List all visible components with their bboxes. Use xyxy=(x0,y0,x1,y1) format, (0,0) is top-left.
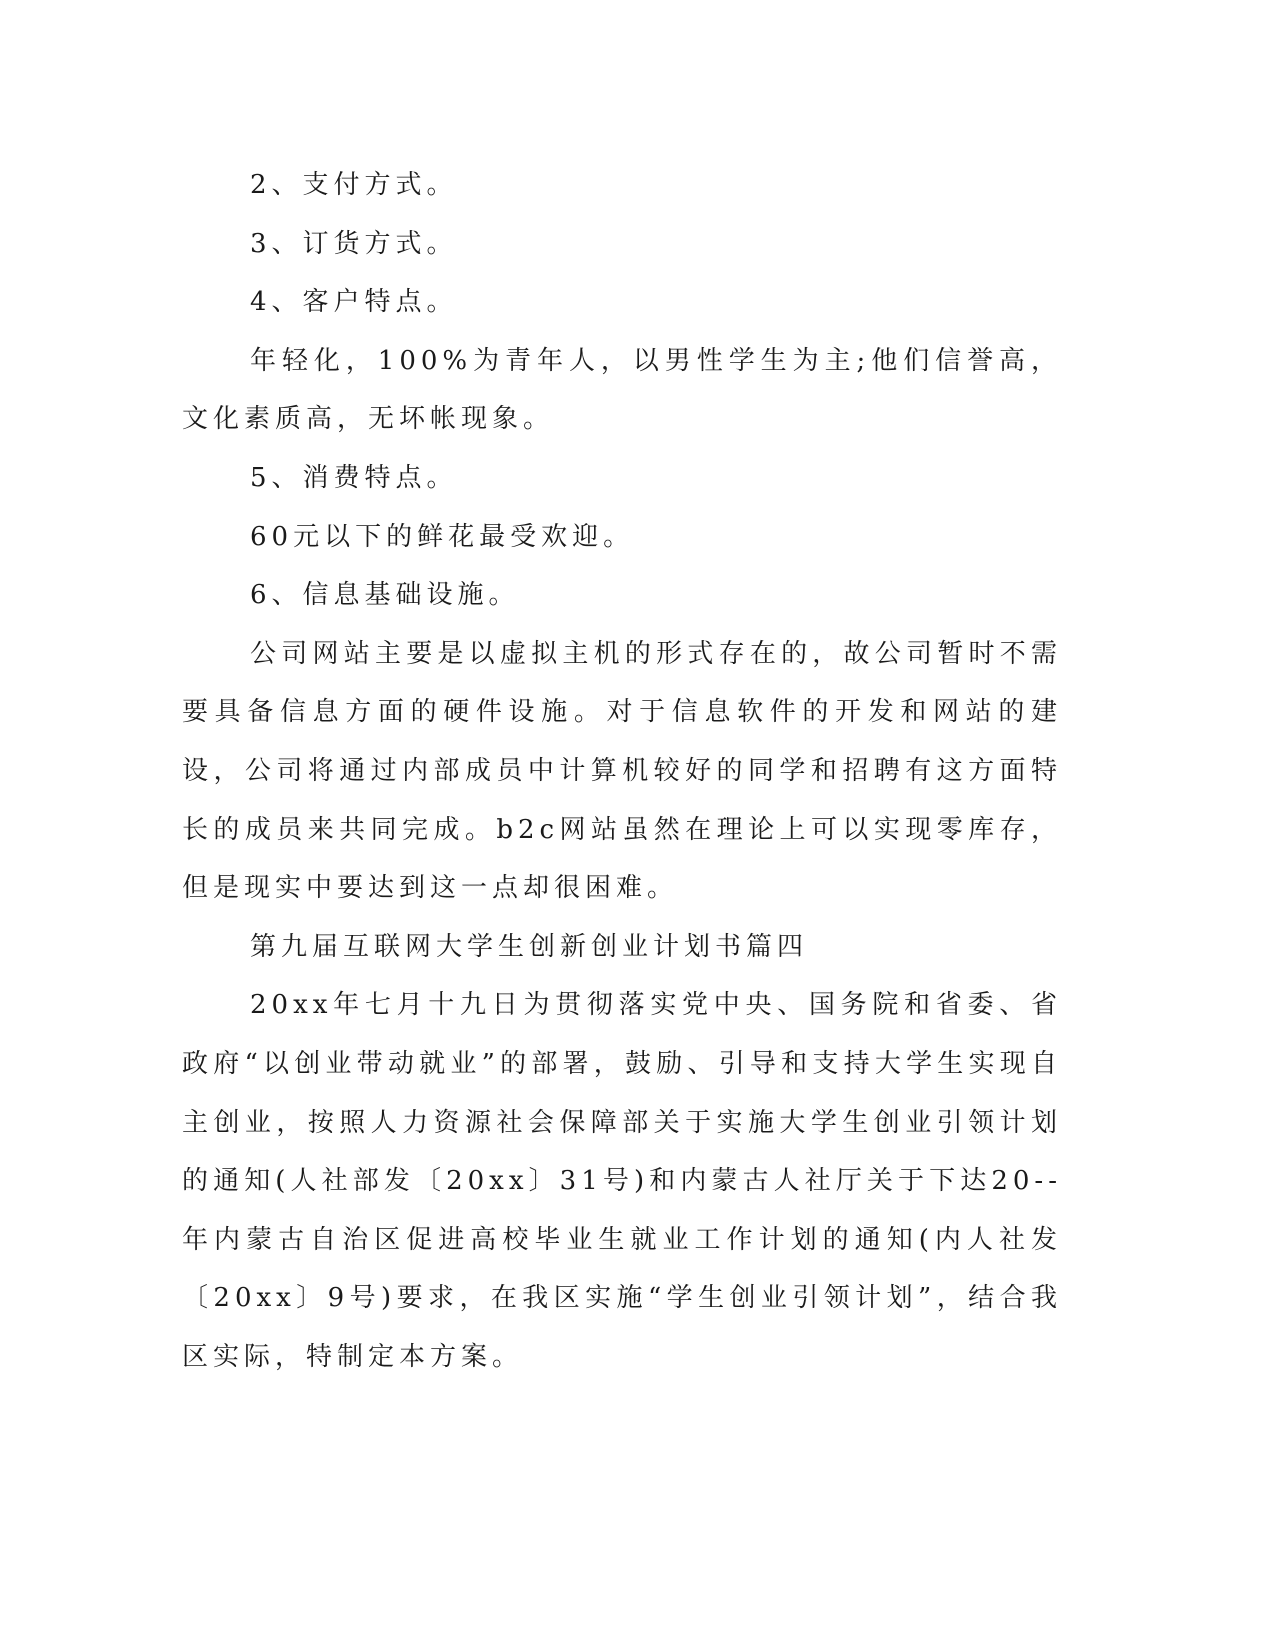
list-item-consumption-traits: 5、消费特点。 xyxy=(250,462,458,493)
list-item-info-infrastructure: 6、信息基础设施。 xyxy=(250,580,520,611)
list-item-ordering-method: 3、订货方式。 xyxy=(250,228,458,259)
list-item-customer-traits: 4、客户特点。 xyxy=(250,287,458,318)
paragraph-infrastructure-description: 公司网站主要是以虚拟主机的形式存在的，故公司暂时不需要具备信息方面的硬件设施。对于信息软件的开发和网站的建设，公司将通过内部成员中计算机较好的同学和招聘有这方面特长的成员来共同完成。b2c网站虽然在理论上可以实现零库存，但是现实中要达到这一点却很困难。 xyxy=(182,638,1062,904)
section-heading: 第九届互联网大学生创新创业计划书篇四 xyxy=(250,931,809,962)
paragraph-consumption-description: 60元以下的鲜花最受欢迎。 xyxy=(250,521,635,552)
document-body xyxy=(182,156,1062,1386)
list-item-payment-method: 2、支付方式。 xyxy=(250,170,458,200)
paragraph-customer-description: 年轻化，100%为青年人，以男性学生为主;他们信誉高，文化素质高，无坏帐现象。 xyxy=(182,345,1062,435)
paragraph-plan-introduction: 20xx年七月十九日为贯彻落实党中央、国务院和省委、省政府“以创业带动就业”的部署，鼓励、引导和支持大学生实现自主创业，按照人力资源社会保障部关于实施大学生创业引领计划的通知(人社部发〔20xx〕31号)和内蒙古人社厅关于下达20--年内蒙古自治区促进高校毕业生就业工作计划的通知(内人社发〔20xx〕9号)要求，在我区实施“学生创业引领计划”，结合我区实际，特制定本方案。 xyxy=(182,990,1062,1372)
